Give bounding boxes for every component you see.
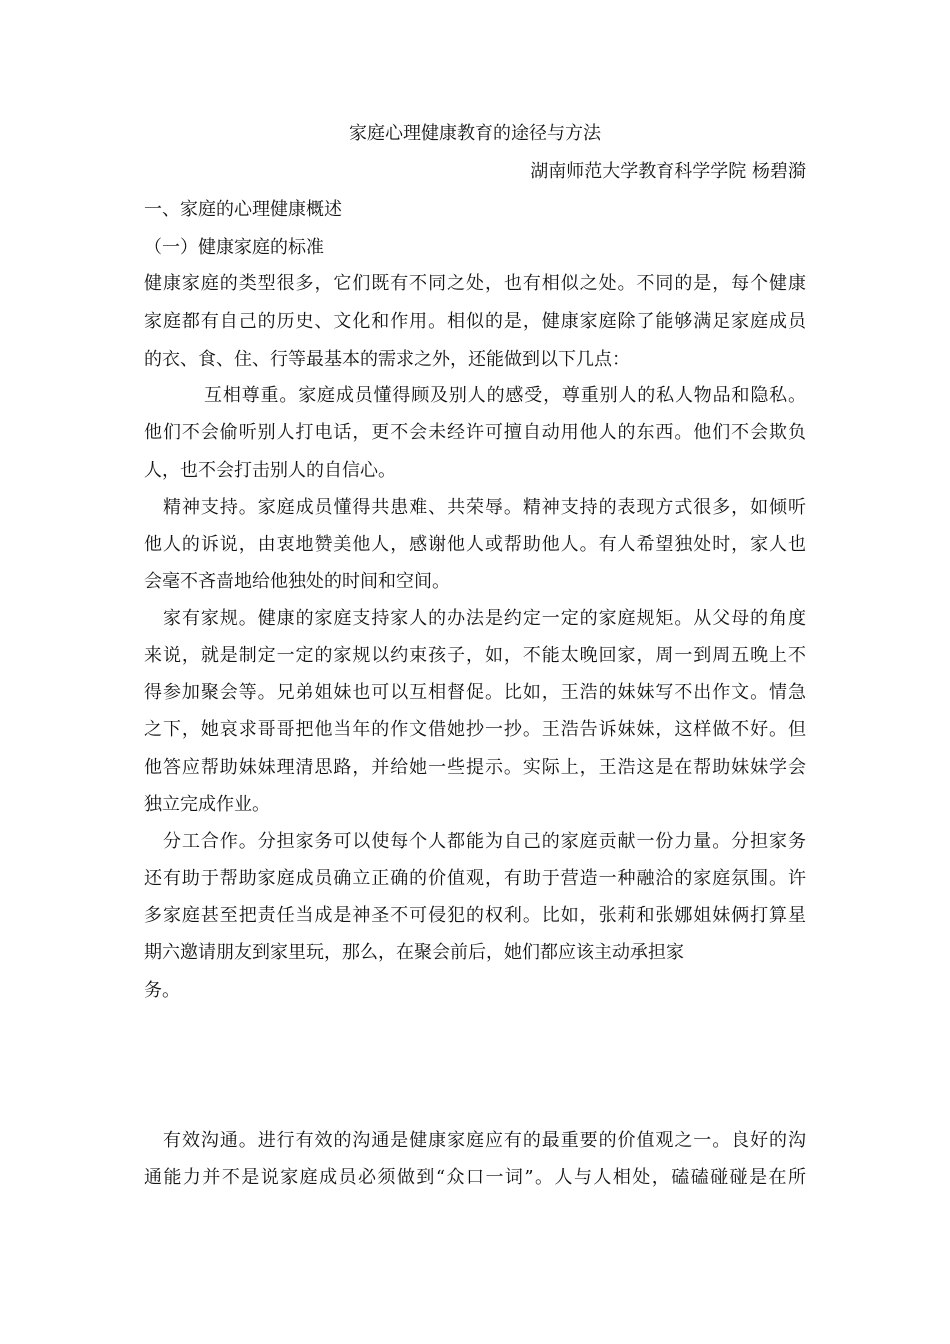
paragraph-line: 互相尊重。家庭成员懂得顾及别人的感受，尊重别人的私人物品和隐私。 (204, 385, 806, 406)
paragraph-line: 之下，她哀求哥哥把他当年的作文借她抄一抄。王浩告诉妹妹，这样做不好。但 (144, 719, 806, 740)
paragraph-line: 会毫不吝啬地给他独处的时间和空间。 (144, 571, 450, 592)
paragraph-line: 还有助于帮助家庭成员确立正确的价值观，有助于营造一种融洽的家庭氛围。许 (144, 868, 806, 889)
document-title: 家庭心理健康教育的途径与方法 (349, 123, 601, 144)
paragraph-line: 来说，就是制定一定的家规以约束孩子，如，不能太晚回家，周一到周五晚上不 (144, 645, 806, 666)
paragraph-line: 务。 (144, 980, 180, 1001)
paragraph-line: 得参加聚会等。兄弟姐妹也可以互相督促。比如，王浩的妹妹写不出作文。情急 (144, 682, 806, 703)
section-heading: 一、家庭的心理健康概述 (144, 199, 342, 220)
paragraph-line: 家有家规。健康的家庭支持家人的办法是约定一定的家庭规矩。从父母的角度 (163, 608, 806, 629)
paragraph-line: 通能力并不是说家庭成员必须做到“众口一词”。人与人相处，磕磕碰碰是在所 (144, 1167, 806, 1188)
paragraph-line: 人，也不会打击别人的自信心。 (144, 460, 396, 481)
paragraph-line: 独立完成作业。 (144, 794, 270, 815)
paragraph-line: 健康家庭的类型很多，它们既有不同之处，也有相似之处。不同的是，每个健康 (144, 273, 806, 294)
paragraph-line: 分工合作。分担家务可以使每个人都能为自己的家庭贡献一份力量。分担家务 (163, 831, 806, 852)
paragraph-line: 多家庭甚至把责任当成是神圣不可侵犯的权利。比如，张莉和张娜姐妹俩打算星 (144, 905, 806, 926)
subsection-heading: （一）健康家庭的标准 (144, 237, 324, 258)
paragraph-line: 有效沟通。进行有效的沟通是健康家庭应有的最重要的价值观之一。良好的沟 (163, 1130, 806, 1151)
paragraph-line: 精神支持。家庭成员懂得共患难、共荣辱。精神支持的表现方式很多，如倾听 (163, 497, 806, 518)
paragraph-line: 他们不会偷听别人打电话，更不会未经许可擅自动用他人的东西。他们不会欺负 (144, 422, 806, 443)
paragraph-line: 期六邀请朋友到家里玩，那么，在聚会前后，她们都应该主动承担家 (144, 942, 684, 963)
paragraph-line: 家庭都有自己的历史、文化和作用。相似的是，健康家庭除了能够满足家庭成员 (144, 311, 806, 332)
author-line: 湖南师范大学教育科学学院 杨碧漪 (530, 161, 806, 182)
paragraph-line: 他人的诉说，由衷地赞美他人，感谢他人或帮助他人。有人希望独处时，家人也 (144, 534, 806, 555)
paragraph-line: 的衣、食、住、行等最基本的需求之外，还能做到以下几点： (144, 349, 630, 370)
paragraph-line: 他答应帮助妹妹理清思路，并给她一些提示。实际上，王浩这是在帮助妹妹学会 (144, 757, 806, 778)
